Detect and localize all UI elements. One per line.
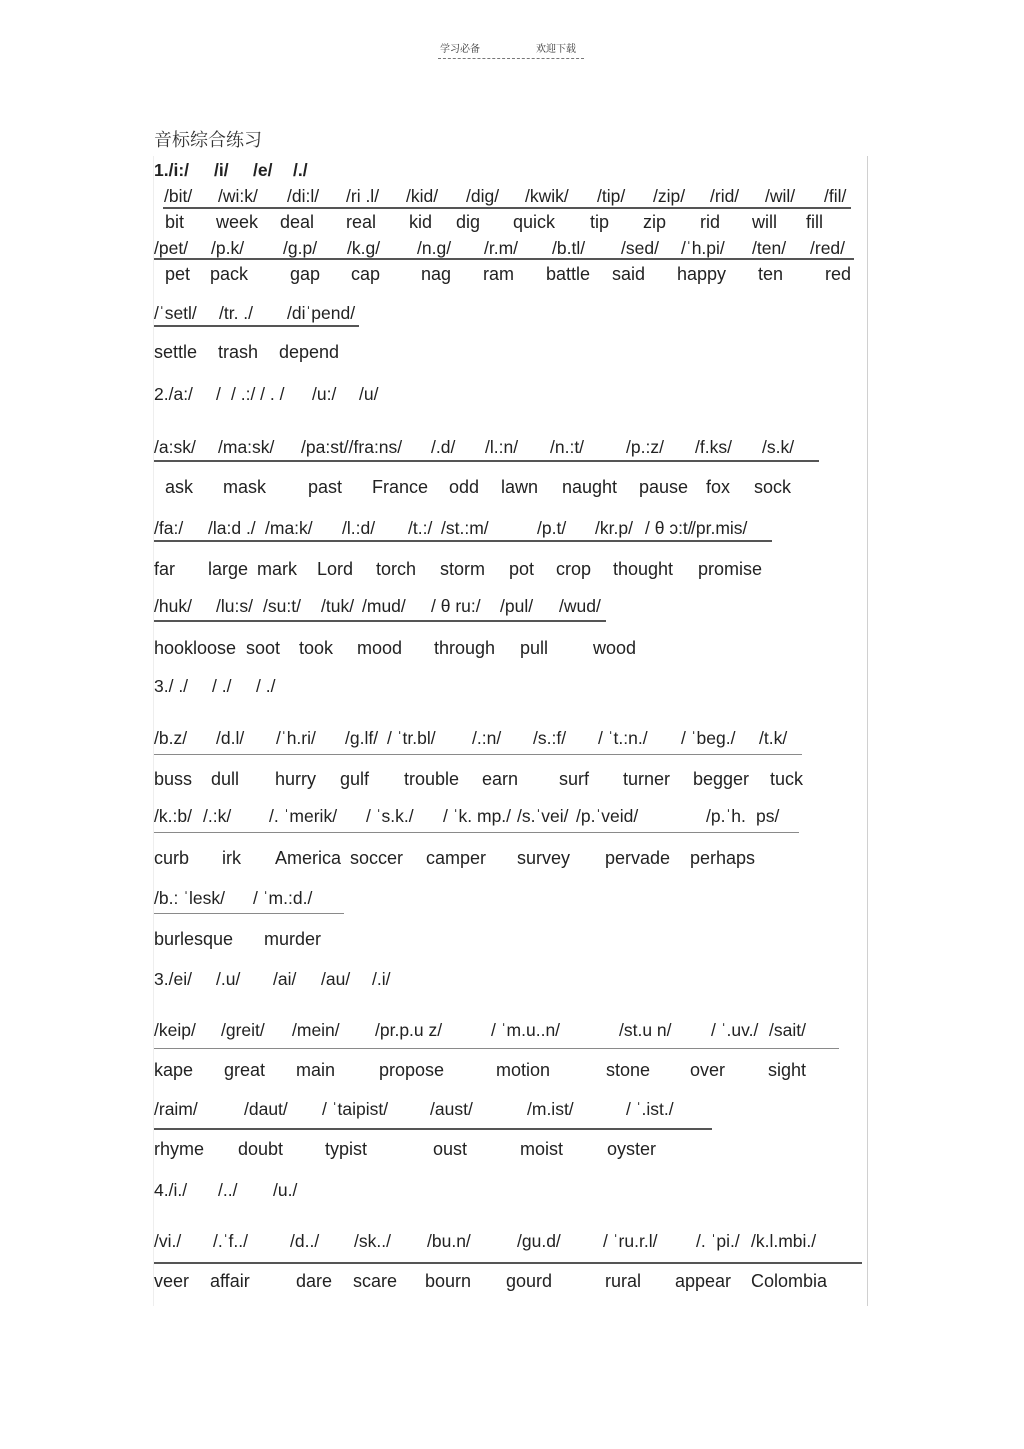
phonetic-transcription: /. ˈmerik/ [269, 806, 338, 826]
phonetic-transcription: /sk../ [354, 1231, 391, 1251]
phonetic-row [0, 593, 1024, 619]
word: mark [257, 559, 297, 579]
word: pause [639, 477, 689, 497]
phonetic-transcription: /b.tl/ [552, 238, 586, 258]
phonetic-transcription: /m.ist/ [527, 1099, 574, 1119]
section-sound: /.u/ [216, 969, 241, 989]
phonetic-transcription: / ˈ.uv./ [711, 1020, 759, 1040]
word: stone [606, 1060, 651, 1080]
word: tip [590, 212, 610, 232]
phonetic-transcription: /keip/ [154, 1020, 196, 1040]
header-left: 学习必备 [440, 44, 480, 55]
phonetic-row [0, 885, 1024, 911]
underline-rule [163, 207, 851, 209]
phonetic-transcription: /tip/ [597, 186, 626, 206]
phonetic-transcription: /kr.p/ [595, 518, 633, 538]
phonetic-transcription: /st.u n/ [619, 1020, 672, 1040]
word: large [208, 559, 249, 579]
word: dig [456, 212, 481, 232]
phonetic-transcription: /wil/ [765, 186, 796, 206]
word: Colombia [751, 1271, 828, 1291]
word: dull [211, 769, 240, 789]
phonetic-transcription: /kwik/ [525, 186, 569, 206]
word: perhaps [690, 848, 756, 868]
word: irk [222, 848, 241, 868]
phonetic-transcription: /p.k/ [211, 238, 245, 258]
phonetic-transcription: /.:k/ [203, 806, 232, 826]
phonetic-transcription: /huk/ [154, 596, 192, 616]
word: hookloose [154, 638, 237, 658]
phonetic-transcription: /f.ks/ [695, 437, 732, 457]
phonetic-transcription: /fa:/ [154, 518, 184, 538]
word: buss [154, 769, 193, 789]
phonetic-transcription: / ˈm.u..n/ [491, 1020, 561, 1040]
word: rural [605, 1271, 642, 1291]
underline-rule [154, 1128, 712, 1130]
phonetic-transcription: /kid/ [406, 186, 439, 206]
phonetic-row [0, 300, 1024, 326]
word: week [216, 212, 259, 232]
word: oyster [607, 1139, 657, 1159]
phonetic-transcription: /k.:b/ [154, 806, 192, 826]
word: hurry [275, 769, 317, 789]
section-sound: / .:/ / . / [231, 384, 285, 404]
phonetic-transcription: /st.:m/ [441, 518, 489, 538]
phonetic-row [0, 1096, 1024, 1122]
phonetic-transcription: /p.:z/ [626, 437, 664, 457]
section-heading [0, 157, 1024, 183]
section-sound: 2./a:/ [154, 384, 193, 404]
phonetic-transcription: /d.l/ [216, 728, 245, 748]
section-sound: / [216, 384, 221, 404]
word: main [296, 1060, 336, 1080]
section-sound: /u/ [359, 384, 379, 404]
word: fill [806, 212, 823, 232]
word: affair [210, 1271, 250, 1291]
word: sight [768, 1060, 807, 1080]
phonetic-transcription: /zip/ [653, 186, 686, 206]
word: took [299, 638, 334, 658]
phonetic-transcription: mp./ [477, 806, 512, 826]
phonetic-row [0, 803, 1024, 829]
word: bourn [425, 1271, 472, 1291]
phonetic-row [0, 515, 1024, 541]
phonetic-transcription: /ri .l/ [346, 186, 380, 206]
word: surf [559, 769, 590, 789]
phonetic-transcription: /aust/ [430, 1099, 473, 1119]
word: America [275, 848, 342, 868]
word: red [825, 264, 852, 284]
phonetic-transcription: /l.:n/ [485, 437, 519, 457]
phonetic-transcription: / ˈtaipist/ [322, 1099, 389, 1119]
phonetic-transcription: /tr. ./ [219, 303, 254, 323]
section-sound: /.i/ [372, 969, 391, 989]
phonetic-transcription: /pul/ [500, 596, 534, 616]
word: curb [154, 848, 190, 868]
phonetic-row [0, 434, 1024, 460]
word: oust [433, 1139, 468, 1159]
phonetic-transcription: /pr.p.u z/ [375, 1020, 443, 1040]
word: gourd [506, 1271, 553, 1291]
phonetic-transcription: / ˈt.:n./ [598, 728, 648, 748]
section-sound: / ./ [212, 676, 232, 696]
underline-rule [154, 540, 772, 542]
phonetic-transcription: /s.k/ [762, 437, 795, 457]
phonetic-transcription: /ˈh.ri/ [276, 728, 316, 748]
word: rhyme [154, 1139, 205, 1159]
word: earn [482, 769, 519, 789]
phonetic-transcription: / ˈ.ist./ [626, 1099, 674, 1119]
phonetic-transcription: /s.ˈvei/ [517, 806, 569, 826]
word: torch [376, 559, 417, 579]
word: gap [290, 264, 321, 284]
underline-rule [154, 620, 606, 622]
phonetic-transcription: /b.: ˈlesk/ [154, 888, 225, 908]
word: trash [218, 342, 259, 362]
word: battle [546, 264, 591, 284]
word: settle [154, 342, 198, 362]
word-row [0, 845, 1024, 871]
phonetic-transcription: /di:l/ [287, 186, 320, 206]
word: camper [426, 848, 487, 868]
phonetic-transcription: /greit/ [221, 1020, 265, 1040]
phonetic-row [0, 1228, 1024, 1254]
word: crop [556, 559, 592, 579]
phonetic-transcription: /g.p/ [283, 238, 318, 258]
word: lawn [501, 477, 539, 497]
word: odd [449, 477, 480, 497]
word: past [308, 477, 343, 497]
phonetic-transcription: /p.ˈveid/ [576, 806, 639, 826]
word: pot [509, 559, 535, 579]
word-row [0, 926, 1024, 952]
word: ask [165, 477, 194, 497]
word: mood [357, 638, 403, 658]
header-right: 欢迎下载 [536, 44, 576, 55]
word: turner [623, 769, 671, 789]
section-sound: /./ [293, 160, 308, 180]
phonetic-transcription: /raim/ [154, 1099, 198, 1119]
section-sound: /u:/ [312, 384, 337, 404]
underline-rule [154, 258, 854, 260]
underline-rule [154, 460, 819, 462]
section-sound: /au/ [321, 969, 351, 989]
word: kid [409, 212, 433, 232]
word-row [0, 209, 1024, 235]
section-sound: 4./i./ [154, 1180, 188, 1200]
word: rid [700, 212, 721, 232]
phonetic-transcription: /rid/ [710, 186, 740, 206]
phonetic-transcription: /t.k/ [759, 728, 788, 748]
word: pervade [605, 848, 671, 868]
phonetic-transcription: /ˈh.pi/ [681, 238, 725, 258]
phonetic-transcription: /a:sk/ [154, 437, 196, 457]
phonetic-transcription: /l.:d/ [342, 518, 376, 538]
phonetic-row [0, 725, 1024, 751]
word-row [0, 261, 1024, 287]
phonetic-transcription: /mud/ [362, 596, 406, 616]
word: great [224, 1060, 266, 1080]
word: sock [754, 477, 792, 497]
word: typist [325, 1139, 368, 1159]
word-row [0, 1268, 1024, 1294]
phonetic-transcription: / ˈs.k./ [366, 806, 414, 826]
word: mask [223, 477, 267, 497]
phonetic-transcription: /la:d ./ [208, 518, 256, 538]
section-sound: 3./ei/ [154, 969, 192, 989]
section-sound: /ai/ [273, 969, 297, 989]
section-heading [0, 381, 1024, 407]
phonetic-row [0, 1017, 1024, 1043]
word: fox [706, 477, 731, 497]
phonetic-transcription: /vi./ [154, 1231, 182, 1251]
phonetic-transcription: /lu:s/ [216, 596, 253, 616]
phonetic-transcription: /ˈsetl/ [154, 303, 197, 323]
phonetic-transcription: /daut/ [244, 1099, 288, 1119]
word: quick [513, 212, 556, 232]
page-title: 音标综合练习 [154, 130, 262, 151]
section-sound: /u./ [273, 1180, 298, 1200]
phonetic-transcription: /tuk/ [321, 596, 355, 616]
word: said [612, 264, 646, 284]
phonetic-transcription: /ma:sk/ [218, 437, 275, 457]
phonetic-transcription: /bu.n/ [427, 1231, 471, 1251]
phonetic-transcription: /.:n/ [472, 728, 502, 748]
word: trouble [404, 769, 460, 789]
phonetic-transcription: /p.t/ [537, 518, 567, 538]
phonetic-transcription: /pet/ [154, 238, 189, 258]
phonetic-transcription: / ˈbeg./ [681, 728, 736, 748]
word: ten [758, 264, 784, 284]
phonetic-transcription: /.ˈf../ [213, 1231, 248, 1251]
word: moist [520, 1139, 564, 1159]
phonetic-transcription: /bit/ [164, 186, 193, 206]
word-row [0, 556, 1024, 582]
word-row [0, 474, 1024, 500]
phonetic-transcription: /diˈpend/ [287, 303, 356, 323]
phonetic-transcription: / θ ru:/ [431, 596, 481, 616]
phonetic-transcription: /r.m/ [484, 238, 519, 258]
word-row [0, 1136, 1024, 1162]
word: storm [440, 559, 485, 579]
word: kape [154, 1060, 194, 1080]
phonetic-transcription: /sed/ [621, 238, 659, 258]
word: wood [593, 638, 637, 658]
word: will [752, 212, 777, 232]
word: motion [496, 1060, 551, 1080]
word: through [434, 638, 496, 658]
word-row [0, 635, 1024, 661]
underline-rule [154, 754, 802, 755]
phonetic-transcription: /p.ˈh. [706, 806, 746, 826]
phonetic-transcription: /k.g/ [347, 238, 381, 258]
phonetic-transcription: ps/ [756, 806, 780, 826]
phonetic-transcription: /t.:/ [408, 518, 433, 538]
phonetic-transcription: /dig/ [466, 186, 500, 206]
word: pack [210, 264, 249, 284]
word: promise [698, 559, 763, 579]
section-sound: /e/ [253, 160, 273, 180]
word: nag [421, 264, 452, 284]
phonetic-transcription: /mein/ [292, 1020, 340, 1040]
word: Lord [317, 559, 354, 579]
phonetic-transcription: /wi:k/ [218, 186, 258, 206]
word: begger [693, 769, 750, 789]
word: zip [643, 212, 667, 232]
word: France [372, 477, 429, 497]
word: doubt [238, 1139, 284, 1159]
word: soccer [350, 848, 404, 868]
phonetic-transcription: /d../ [290, 1231, 320, 1251]
word: real [346, 212, 377, 232]
word: murder [264, 929, 322, 949]
word: depend [279, 342, 340, 362]
section-sound: 3./ ./ [154, 676, 189, 696]
phonetic-transcription: / ˈm.:d./ [253, 888, 313, 908]
word-row [0, 339, 1024, 365]
underline-rule [154, 1048, 839, 1049]
word: soot [246, 638, 281, 658]
header-divider [438, 58, 584, 59]
phonetic-transcription: / ˈtr.bl/ [387, 728, 436, 748]
word-row [0, 1057, 1024, 1083]
underline-rule [154, 832, 799, 833]
section-heading [0, 1177, 1024, 1203]
phonetic-transcription: /k.l.mbi./ [751, 1231, 817, 1251]
phonetic-transcription: /n.g/ [417, 238, 452, 258]
word: appear [675, 1271, 732, 1291]
word: pull [520, 638, 549, 658]
section-sound: 1./i:/ [154, 160, 190, 180]
phonetic-transcription: / ˈk. [443, 806, 473, 826]
section-sound: / ./ [256, 676, 276, 696]
word: far [154, 559, 176, 579]
phonetic-transcription: /pa:st//fra:ns/ [301, 437, 403, 457]
phonetic-transcription: /ma:k/ [265, 518, 313, 538]
word: burlesque [154, 929, 234, 949]
word: bit [165, 212, 185, 232]
phonetic-transcription: /red/ [810, 238, 846, 258]
section-heading [0, 966, 1024, 992]
phonetic-transcription: /b.z/ [154, 728, 188, 748]
phonetic-transcription: /gu.d/ [517, 1231, 561, 1251]
word: scare [353, 1271, 398, 1291]
underline-rule [154, 913, 344, 914]
word: veer [154, 1271, 190, 1291]
word: deal [280, 212, 315, 232]
word: ram [483, 264, 514, 284]
word: gulf [340, 769, 370, 789]
phonetic-transcription: /.d/ [431, 437, 456, 457]
phonetic-transcription: /ten/ [752, 238, 787, 258]
phonetic-row [0, 183, 1024, 209]
word: pet [165, 264, 191, 284]
phonetic-transcription: /. ˈpi./ [696, 1231, 740, 1251]
phonetic-transcription: / θ ɔ:t/ [645, 518, 693, 538]
phonetic-transcription: /pr.mis/ [691, 518, 748, 538]
phonetic-transcription: /su:t/ [263, 596, 301, 616]
phonetic-transcription: /sait/ [769, 1020, 806, 1040]
phonetic-transcription: /s.:f/ [533, 728, 567, 748]
word: dare [296, 1271, 333, 1291]
phonetic-transcription: / ˈru.r.l/ [603, 1231, 658, 1251]
word: survey [517, 848, 571, 868]
word: propose [379, 1060, 445, 1080]
phonetic-transcription: /fil/ [824, 186, 847, 206]
word-row [0, 766, 1024, 792]
phonetic-transcription: /g.lf/ [345, 728, 379, 748]
phonetic-transcription: /n.:t/ [550, 437, 585, 457]
underline-rule [154, 325, 359, 327]
word: tuck [770, 769, 804, 789]
phonetic-transcription: /wud/ [559, 596, 601, 616]
section-sound: /../ [218, 1180, 238, 1200]
word: happy [677, 264, 727, 284]
word: over [690, 1060, 726, 1080]
underline-rule [154, 1262, 862, 1264]
word: naught [562, 477, 618, 497]
section-sound: /i/ [214, 160, 229, 180]
word: cap [351, 264, 381, 284]
word: thought [613, 559, 674, 579]
section-heading [0, 673, 1024, 699]
